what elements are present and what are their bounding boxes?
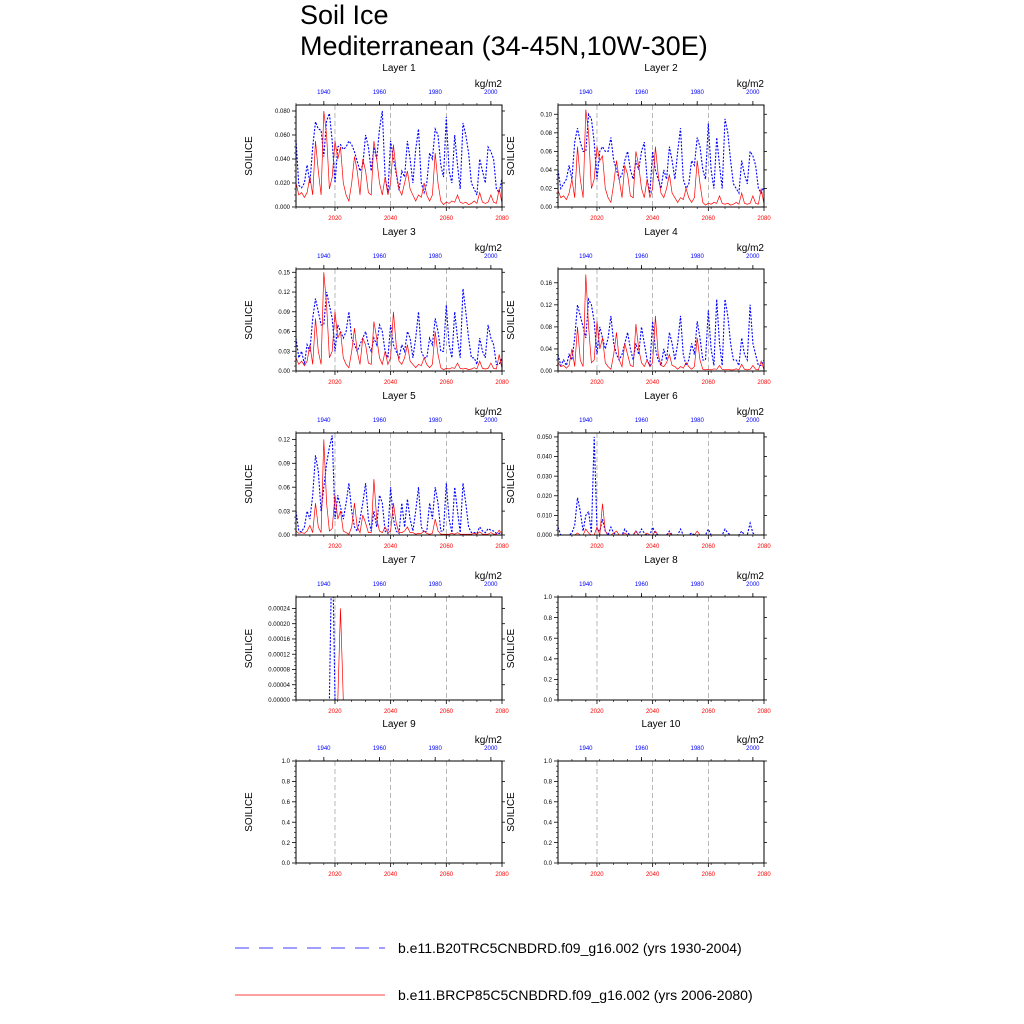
x-top-tick-label: 1980 — [690, 418, 704, 424]
x-top-tick-label: 1980 — [690, 90, 704, 96]
y-tick-label: 0.020 — [536, 493, 552, 500]
panel-layer-3 — [244, 227, 509, 386]
y-axis-label: SOILICE — [244, 792, 255, 832]
y-tick-label: 0.00 — [540, 369, 552, 376]
x-bottom-tick-label: 2060 — [701, 380, 716, 386]
y-axis-label: SOILICE — [506, 300, 517, 340]
y-tick-label: 0.030 — [536, 474, 552, 481]
x-top-tick-label: 1980 — [690, 254, 704, 260]
panel-title: Layer 7 — [382, 555, 416, 566]
y-tick-label: 0.2 — [543, 840, 552, 847]
y-tick-label: 0.050 — [536, 435, 552, 442]
x-bottom-tick-label: 2020 — [590, 380, 604, 386]
y-tick-label: 0.06 — [540, 149, 552, 156]
x-bottom-tick-label: 2080 — [495, 380, 509, 386]
y-tick-label: 0.04 — [540, 168, 552, 175]
y-axis-label: SOILICE — [244, 628, 255, 669]
series-line-rcp85 — [558, 504, 764, 535]
x-top-tick-label: 1940 — [579, 746, 593, 752]
panel-layer-5 — [244, 391, 509, 550]
x-bottom-tick-label: 2060 — [701, 709, 716, 715]
y-tick-label: 0.2 — [543, 677, 552, 684]
x-top-tick-label: 1940 — [317, 746, 331, 752]
x-bottom-tick-label: 2080 — [757, 216, 771, 222]
plot-frame — [296, 105, 502, 207]
units-label: kg/m2 — [736, 407, 764, 418]
series-line-rcp85 — [296, 608, 502, 700]
y-tick-label: 0.0 — [543, 698, 552, 705]
y-tick-label: 0.00004 — [268, 682, 290, 689]
plot-frame — [296, 433, 502, 535]
x-bottom-tick-label: 2080 — [757, 544, 771, 550]
x-top-tick-label: 1940 — [579, 254, 593, 260]
x-top-tick-label: 1940 — [317, 418, 331, 424]
panel-title: Layer 4 — [644, 227, 678, 238]
units-label: kg/m2 — [474, 735, 502, 746]
panel-title: Layer 3 — [382, 227, 416, 238]
x-top-tick-label: 1960 — [372, 746, 387, 752]
x-bottom-tick-label: 2080 — [495, 544, 509, 550]
panel-title: Layer 6 — [644, 391, 678, 402]
x-top-tick-label: 1940 — [317, 582, 331, 588]
x-bottom-tick-label: 2040 — [383, 709, 398, 715]
series-line-historical — [296, 435, 502, 533]
x-bottom-tick-label: 2040 — [645, 709, 660, 715]
y-axis-label: SOILICE — [506, 136, 517, 176]
series-group — [558, 437, 764, 535]
x-top-tick-label: 1960 — [634, 582, 649, 588]
panel-title: Layer 2 — [644, 63, 678, 74]
panel-layer-10 — [506, 719, 771, 878]
legend-label-rcp85: b.e11.BRCP85C5CNBDRD.f09_g16.002 (yrs 2006-2080) — [398, 987, 753, 1003]
y-tick-label: 0.00 — [540, 205, 552, 212]
y-tick-label: 0.040 — [274, 157, 290, 164]
x-bottom-tick-label: 2040 — [645, 216, 660, 222]
units-label: kg/m2 — [474, 407, 502, 418]
series-line-historical — [558, 437, 764, 535]
x-bottom-tick-label: 2020 — [328, 544, 342, 550]
y-tick-label: 1.0 — [543, 759, 552, 766]
y-tick-label: 0.4 — [543, 657, 552, 663]
y-tick-label: 0.6 — [281, 800, 290, 806]
y-tick-label: 0.00016 — [268, 637, 290, 644]
y-axis-label: SOILICE — [244, 464, 255, 504]
x-bottom-tick-label: 2080 — [757, 380, 771, 386]
x-bottom-tick-label: 2040 — [645, 544, 660, 550]
x-top-tick-label: 1960 — [634, 746, 649, 752]
y-tick-label: 0.03 — [278, 509, 290, 516]
y-tick-label: 0.12 — [540, 303, 552, 310]
x-bottom-tick-label: 2080 — [495, 709, 509, 715]
series-line-historical — [296, 111, 502, 195]
x-bottom-tick-label: 2020 — [590, 544, 604, 550]
x-top-tick-label: 2000 — [746, 582, 760, 588]
panel-title: Layer 9 — [382, 719, 416, 730]
y-tick-label: 0.06 — [278, 485, 290, 492]
panel-layer-8 — [506, 555, 771, 715]
y-tick-label: 0.08 — [540, 131, 552, 138]
x-top-tick-label: 2000 — [484, 90, 498, 96]
x-top-tick-label: 2000 — [746, 746, 760, 752]
units-label: kg/m2 — [474, 243, 502, 254]
y-tick-label: 0.4 — [281, 820, 290, 827]
y-tick-label: 0.6 — [543, 800, 552, 806]
x-top-tick-label: 1940 — [317, 254, 331, 260]
x-top-tick-label: 1980 — [428, 418, 442, 424]
y-tick-label: 0.2 — [281, 840, 290, 847]
x-top-tick-label: 1980 — [428, 582, 442, 588]
y-axis-label: SOILICE — [506, 792, 517, 832]
plot-frame — [558, 761, 764, 863]
x-bottom-tick-label: 2020 — [328, 216, 342, 222]
x-bottom-tick-label: 2040 — [383, 380, 398, 386]
x-top-tick-label: 1960 — [634, 90, 649, 96]
units-label: kg/m2 — [474, 79, 502, 90]
x-top-tick-label: 1980 — [690, 746, 704, 752]
x-top-tick-label: 1960 — [372, 90, 387, 96]
x-bottom-tick-label: 2060 — [439, 380, 454, 386]
x-top-tick-label: 1980 — [690, 582, 704, 588]
panel-title: Layer 8 — [644, 555, 678, 566]
x-bottom-tick-label: 2020 — [328, 380, 342, 386]
y-axis-label: SOILICE — [244, 300, 255, 340]
x-top-tick-label: 2000 — [484, 746, 498, 752]
y-tick-label: 0.000 — [536, 533, 552, 540]
x-bottom-tick-label: 2080 — [495, 872, 509, 878]
panel-layer-6 — [506, 391, 771, 550]
x-bottom-tick-label: 2080 — [757, 872, 771, 878]
plot-frame — [558, 597, 764, 700]
x-bottom-tick-label: 2080 — [757, 709, 771, 715]
y-tick-label: 0.00008 — [268, 667, 290, 674]
series-line-rcp85 — [296, 439, 502, 534]
y-tick-label: 0.09 — [278, 309, 290, 316]
figure-subtitle: Mediterranean (34-45N,10W-30E) — [300, 31, 708, 61]
y-tick-label: 0.06 — [278, 329, 290, 336]
y-tick-label: 0.020 — [274, 181, 290, 188]
x-bottom-tick-label: 2060 — [701, 544, 716, 550]
y-tick-label: 0.12 — [278, 290, 290, 297]
y-tick-label: 0.00 — [278, 369, 290, 376]
y-tick-label: 0.10 — [540, 112, 552, 119]
y-tick-label: 0.02 — [540, 186, 552, 193]
y-tick-label: 0.15 — [278, 270, 290, 277]
y-tick-label: 1.0 — [281, 759, 290, 766]
x-top-tick-label: 2000 — [746, 90, 760, 96]
y-tick-label: 0.16 — [540, 280, 552, 287]
legend-label-historical: b.e11.B20TRC5CNBDRD.f09_g16.002 (yrs 1930-2004) — [398, 940, 742, 956]
series-group — [296, 272, 502, 369]
series-group — [296, 111, 502, 205]
panel-layer-2 — [506, 63, 771, 222]
series-line-rcp85 — [558, 110, 764, 206]
x-bottom-tick-label: 2020 — [590, 709, 604, 715]
y-tick-label: 0.8 — [281, 779, 290, 786]
panel-title: Layer 1 — [382, 63, 416, 74]
y-tick-label: 0.000 — [274, 205, 290, 212]
y-tick-label: 0.040 — [536, 454, 552, 461]
units-label: kg/m2 — [474, 571, 502, 582]
series-group — [558, 275, 764, 370]
x-bottom-tick-label: 2040 — [383, 216, 398, 222]
x-bottom-tick-label: 2020 — [328, 709, 342, 715]
x-bottom-tick-label: 2060 — [701, 872, 716, 878]
y-tick-label: 1.0 — [543, 595, 552, 602]
y-tick-label: 0.6 — [543, 636, 552, 643]
x-top-tick-label: 2000 — [484, 254, 498, 260]
y-tick-label: 0.00020 — [268, 621, 290, 628]
x-top-tick-label: 1960 — [634, 254, 649, 260]
y-tick-label: 0.00012 — [268, 652, 290, 659]
y-tick-label: 0.03 — [278, 349, 290, 356]
x-bottom-tick-label: 2060 — [439, 544, 454, 550]
figure-title: Soil Ice — [300, 0, 389, 30]
panel-layer-7 — [244, 528, 509, 715]
x-bottom-tick-label: 2040 — [645, 380, 660, 386]
x-top-tick-label: 1980 — [428, 746, 442, 752]
x-top-tick-label: 2000 — [484, 418, 498, 424]
series-line-rcp85 — [296, 111, 502, 205]
series-line-historical — [558, 114, 764, 193]
x-top-tick-label: 1960 — [372, 582, 387, 588]
y-tick-label: 0.00 — [278, 533, 290, 540]
series-group — [296, 435, 502, 534]
y-tick-label: 0.04 — [540, 347, 552, 354]
x-bottom-tick-label: 2040 — [383, 544, 398, 550]
y-tick-label: 0.080 — [274, 109, 290, 116]
panel-title: Layer 10 — [641, 719, 681, 730]
y-tick-label: 0.12 — [278, 437, 290, 444]
x-bottom-tick-label: 2020 — [590, 216, 604, 222]
y-tick-label: 0.060 — [274, 133, 290, 140]
x-top-tick-label: 1940 — [579, 90, 593, 96]
x-top-tick-label: 1980 — [428, 254, 442, 260]
x-top-tick-label: 1960 — [372, 418, 387, 424]
y-tick-label: 0.00000 — [268, 698, 290, 705]
panel-layer-9 — [244, 719, 509, 878]
units-label: kg/m2 — [736, 735, 764, 746]
series-group — [558, 110, 764, 206]
x-bottom-tick-label: 2060 — [439, 709, 454, 715]
plot-frame — [296, 597, 502, 700]
x-bottom-tick-label: 2040 — [383, 872, 398, 878]
y-tick-label: 0.09 — [278, 461, 290, 468]
y-axis-label: SOILICE — [244, 136, 255, 176]
y-tick-label: 0.0 — [281, 861, 290, 868]
x-top-tick-label: 1960 — [372, 254, 387, 260]
x-top-tick-label: 1980 — [428, 90, 442, 96]
x-bottom-tick-label: 2060 — [701, 216, 716, 222]
x-bottom-tick-label: 2060 — [439, 216, 454, 222]
panel-title: Layer 5 — [382, 391, 416, 402]
x-top-tick-label: 2000 — [484, 582, 498, 588]
units-label: kg/m2 — [736, 79, 764, 90]
y-tick-label: 0.00024 — [268, 606, 290, 613]
x-top-tick-label: 1940 — [579, 582, 593, 588]
x-top-tick-label: 1940 — [579, 418, 593, 424]
series-line-historical — [296, 289, 502, 365]
y-tick-label: 0.8 — [543, 615, 552, 622]
x-bottom-tick-label: 2040 — [645, 872, 660, 878]
y-tick-label: 0.0 — [543, 861, 552, 868]
y-tick-label: 0.4 — [543, 820, 552, 827]
x-bottom-tick-label: 2020 — [328, 872, 342, 878]
x-bottom-tick-label: 2060 — [439, 872, 454, 878]
y-tick-label: 0.010 — [536, 513, 552, 520]
y-axis-label: SOILICE — [506, 628, 517, 669]
x-top-tick-label: 2000 — [746, 254, 760, 260]
units-label: kg/m2 — [736, 243, 764, 254]
x-top-tick-label: 2000 — [746, 418, 760, 424]
plot-frame — [296, 761, 502, 863]
plot-frame — [558, 433, 764, 535]
panel-layer-1 — [244, 63, 509, 222]
panel-layer-4 — [506, 227, 771, 386]
units-label: kg/m2 — [736, 571, 764, 582]
x-top-tick-label: 1940 — [317, 90, 331, 96]
x-bottom-tick-label: 2080 — [495, 216, 509, 222]
x-top-tick-label: 1960 — [634, 418, 649, 424]
x-bottom-tick-label: 2020 — [590, 872, 604, 878]
y-axis-label: SOILICE — [506, 464, 517, 504]
y-tick-label: 0.08 — [540, 325, 552, 332]
y-tick-label: 0.8 — [543, 779, 552, 786]
